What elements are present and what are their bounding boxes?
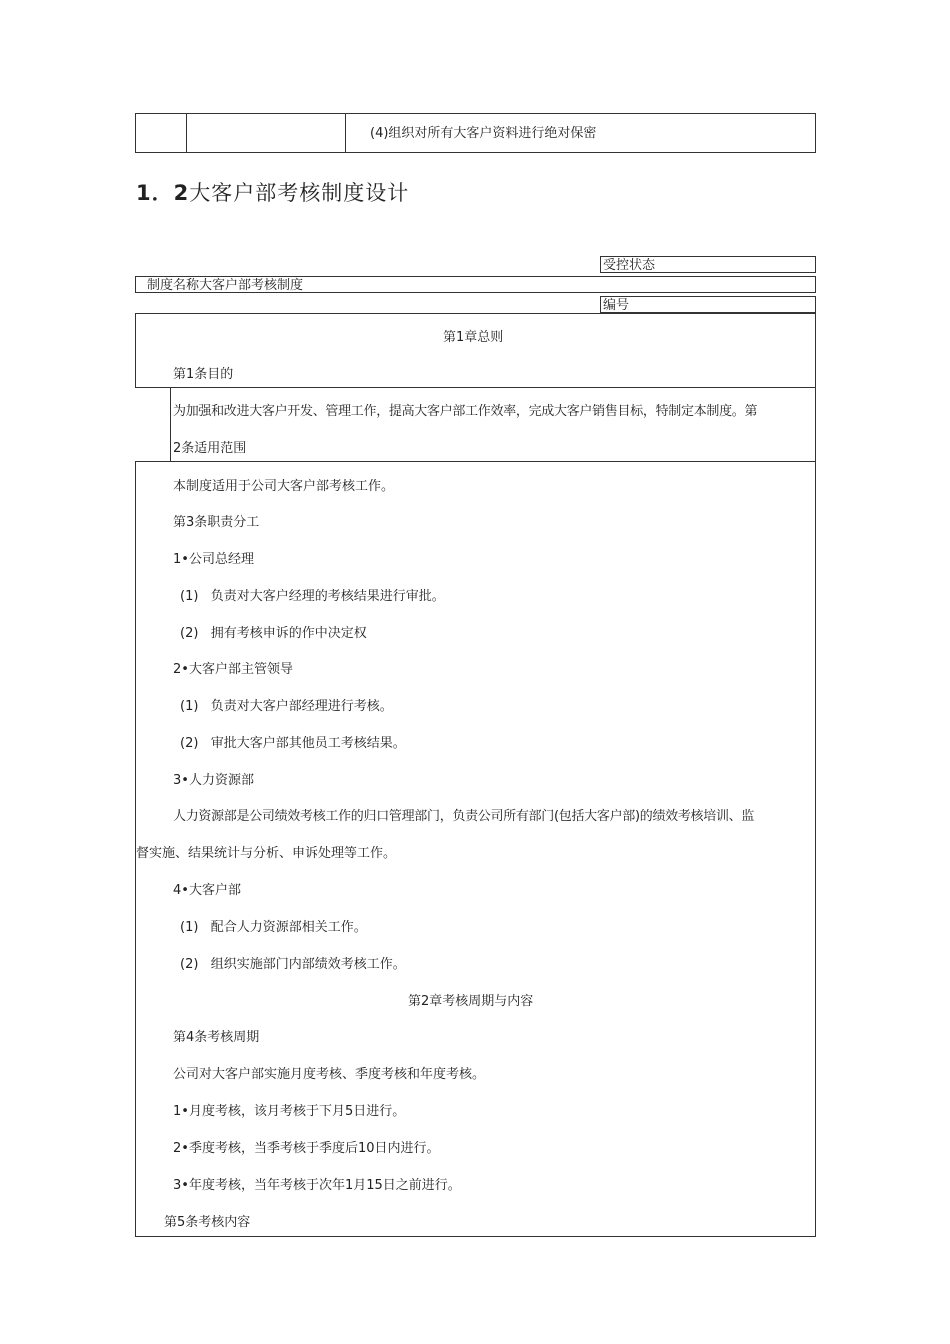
lead-item-2: (2) 审批大客户部其他员工考核结果。 <box>180 736 406 751</box>
chapter2-title: 第2章考核周期与内容 <box>408 994 534 1009</box>
gm-item-1: (1) 负责对大客户经理的考核结果进行审批。 <box>180 589 445 604</box>
hr-body-line-1: 人力资源部是公司绩效考核工作的归口管理部门，负责公司所有部门(包括大客户部)的绩效考核培训、监 <box>173 809 755 824</box>
top-table-divider-2 <box>345 113 346 153</box>
chapter1-header-box <box>135 313 816 388</box>
control-status-label: 受控状态 <box>603 258 656 273</box>
kad-title: 4•大客户部 <box>173 883 241 898</box>
lead-title: 2•大客户部主管领导 <box>173 662 293 677</box>
article3-title: 第3条职责分工 <box>173 515 260 530</box>
section-number: 1．2 <box>136 181 190 205</box>
kad-item-1: (1) 配合人力资源部相关工作。 <box>180 920 367 935</box>
article1-body-box <box>170 387 816 462</box>
article1-title: 第1条目的 <box>173 367 234 382</box>
chapter1-title: 第1章总则 <box>443 330 504 345</box>
section-heading <box>136 179 409 207</box>
article2-body: 本制度适用于公司大客户部考核工作。 <box>173 479 395 494</box>
monthly-review: 1•月度考核，该月考核于下月5日进行。 <box>173 1104 406 1119</box>
serial-no-box <box>600 296 816 313</box>
article5-title: 第5条考核内容 <box>164 1215 251 1230</box>
serial-no-label: 编号 <box>603 298 630 313</box>
article4-title: 第4条考核周期 <box>173 1030 260 1045</box>
annual-review: 3•年度考核，当年考核于次年1月15日之前进行。 <box>173 1178 461 1193</box>
top-table-cell-text: (4)组织对所有大客户资料进行绝对保密 <box>370 126 597 141</box>
regulation-name-label: 制度名称大客户部考核制度 <box>147 278 304 293</box>
gm-title: 1•公司总经理 <box>173 552 254 567</box>
gm-item-2: (2) 拥有考核申诉的作中决定权 <box>180 626 367 641</box>
article1-body: 为加强和改进大客户开发、管理工作，提高大客户部工作效率，完成大客户销售目标，特制定本制度。第 <box>173 404 758 419</box>
lead-item-1: (1) 负责对大客户部经理进行考核。 <box>180 699 393 714</box>
article2-title: 2条适用范围 <box>173 441 247 456</box>
quarterly-review: 2•季度考核，当季考核于季度后10日内进行。 <box>173 1141 440 1156</box>
hr-title: 3•人力资源部 <box>173 773 254 788</box>
article4-body: 公司对大客户部实施月度考核、季度考核和年度考核。 <box>173 1067 486 1082</box>
hr-body-line-2: 督实施、结果统计与分析、申诉处理等工作。 <box>136 846 397 861</box>
top-table-divider-1 <box>186 113 187 153</box>
section-title: 大客户部考核制度设计 <box>189 181 410 205</box>
kad-item-2: (2) 组织实施部门内部绩效考核工作。 <box>180 957 406 972</box>
